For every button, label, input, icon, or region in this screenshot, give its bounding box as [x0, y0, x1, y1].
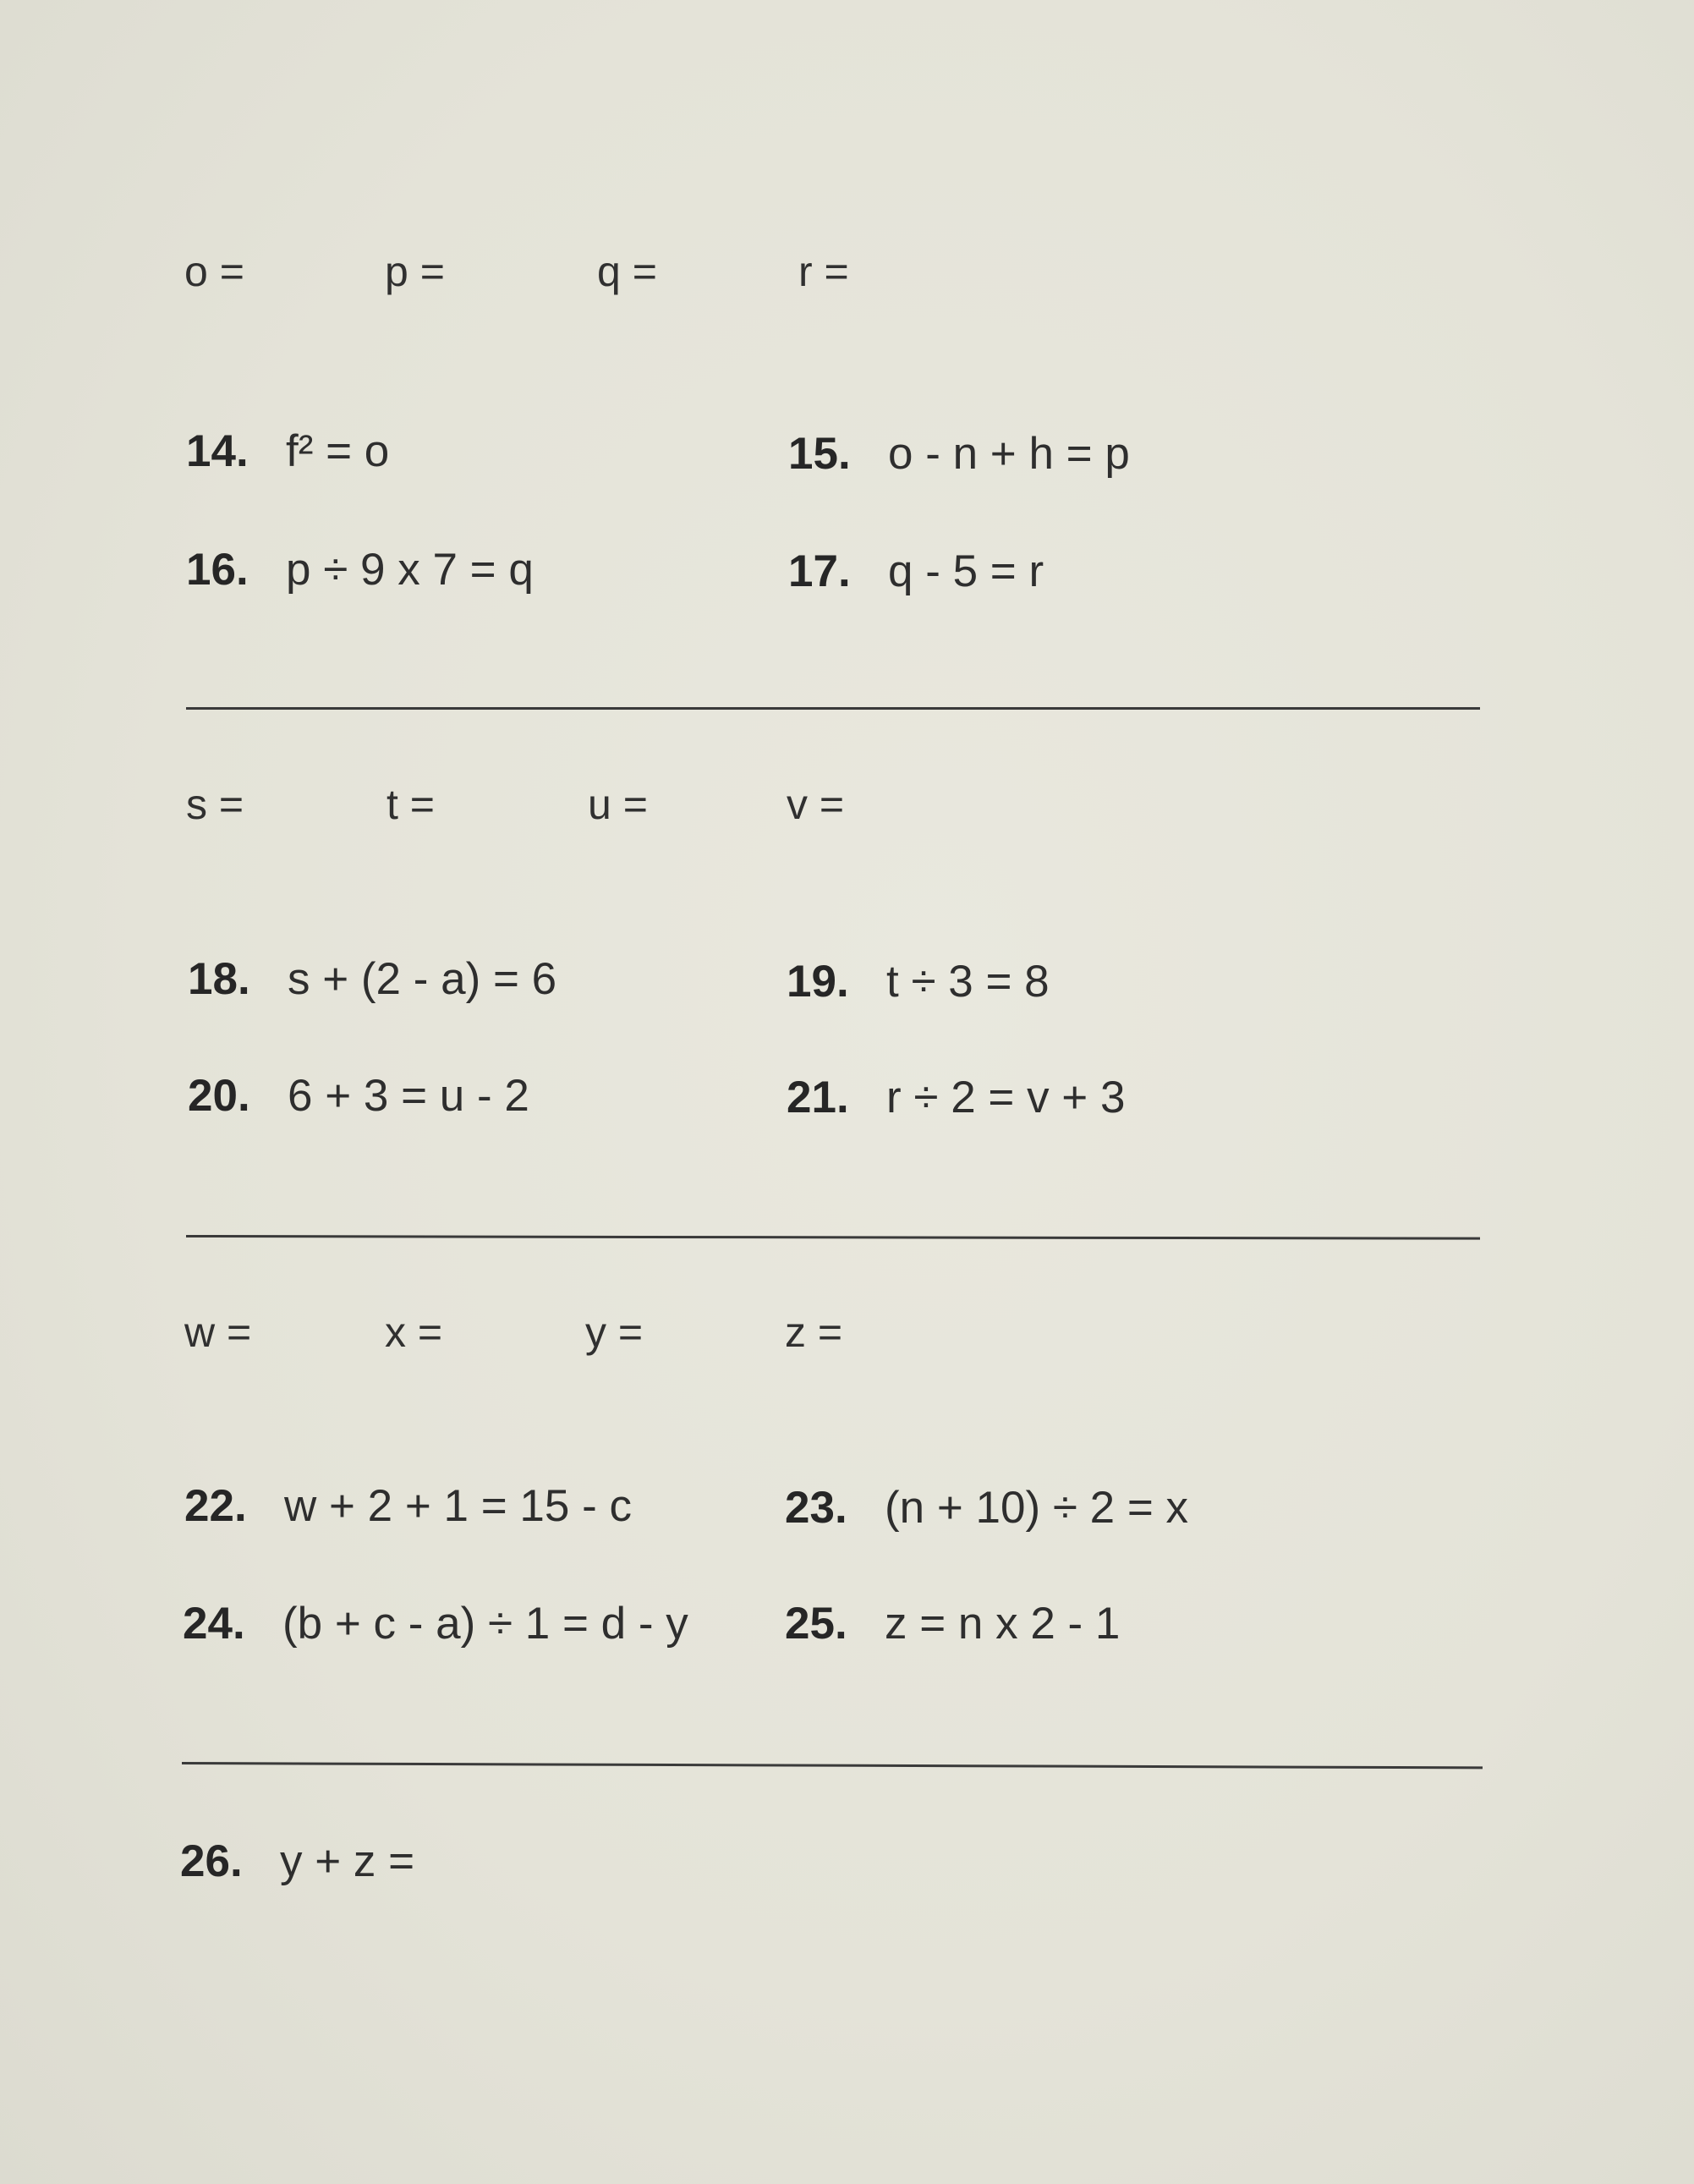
- problem-19: [787, 956, 1050, 1007]
- variable-z-blank: z =: [785, 1309, 843, 1356]
- problem-number: 24.: [183, 1599, 245, 1649]
- section-divider-3: [182, 1762, 1483, 1769]
- variable-o-blank: o =: [184, 248, 244, 295]
- problem-expression: (b + c - a) ÷ 1 = d - y: [282, 1599, 688, 1649]
- problem-number: 17.: [788, 546, 851, 596]
- problem-number: 14.: [186, 426, 249, 476]
- problem-expression: r ÷ 2 = v + 3: [886, 1073, 1126, 1122]
- variable-t-blank: t =: [386, 781, 435, 828]
- section-divider-2: [186, 1235, 1480, 1240]
- variable-r-blank: r =: [798, 248, 849, 295]
- problem-expression: p ÷ 9 x 7 = q: [286, 545, 534, 595]
- problem-16: [186, 544, 534, 595]
- problem-22: [184, 1480, 632, 1532]
- problem-expression: q - 5 = r: [888, 546, 1044, 596]
- problem-14: [186, 425, 389, 477]
- variable-p-blank: p =: [385, 248, 445, 295]
- problem-expression: y + z =: [280, 1836, 415, 1886]
- problem-17: [788, 546, 1044, 597]
- problem-26: [180, 1836, 414, 1887]
- problem-23: [785, 1482, 1188, 1534]
- problem-15: [788, 428, 1130, 480]
- variable-q-blank: q =: [597, 248, 657, 295]
- problem-number: 20.: [188, 1071, 250, 1121]
- problem-number: 22.: [184, 1481, 247, 1531]
- problem-18: [188, 953, 556, 1005]
- problem-expression: w + 2 + 1 = 15 - c: [284, 1481, 632, 1531]
- problem-number: 26.: [180, 1836, 243, 1886]
- problem-expression: s + (2 - a) = 6: [288, 954, 557, 1004]
- problem-20: [188, 1070, 529, 1122]
- problem-expression: 6 + 3 = u - 2: [288, 1071, 529, 1121]
- problem-expression: f² = o: [286, 426, 390, 476]
- variable-w-blank: w =: [184, 1309, 252, 1356]
- problem-number: 16.: [186, 545, 249, 595]
- problem-expression: (n + 10) ÷ 2 = x: [885, 1483, 1189, 1533]
- problem-number: 15.: [788, 429, 851, 479]
- variable-v-blank: v =: [787, 781, 845, 828]
- problem-number: 19.: [787, 957, 849, 1007]
- problem-expression: t ÷ 3 = 8: [886, 957, 1050, 1007]
- problem-expression: z = n x 2 - 1: [885, 1599, 1121, 1649]
- problem-25: [785, 1598, 1120, 1649]
- section-divider-1: [186, 707, 1480, 710]
- problem-number: 18.: [188, 954, 250, 1004]
- variable-u-blank: u =: [588, 781, 648, 828]
- problem-expression: o - n + h = p: [888, 429, 1130, 479]
- variable-x-blank: x =: [385, 1309, 443, 1356]
- variable-s-blank: s =: [186, 781, 244, 828]
- variable-y-blank: y =: [585, 1309, 644, 1356]
- problem-number: 25.: [785, 1599, 847, 1649]
- problem-24: [183, 1598, 688, 1649]
- problem-number: 23.: [785, 1483, 847, 1533]
- problem-21: [787, 1072, 1125, 1123]
- problem-number: 21.: [787, 1073, 849, 1122]
